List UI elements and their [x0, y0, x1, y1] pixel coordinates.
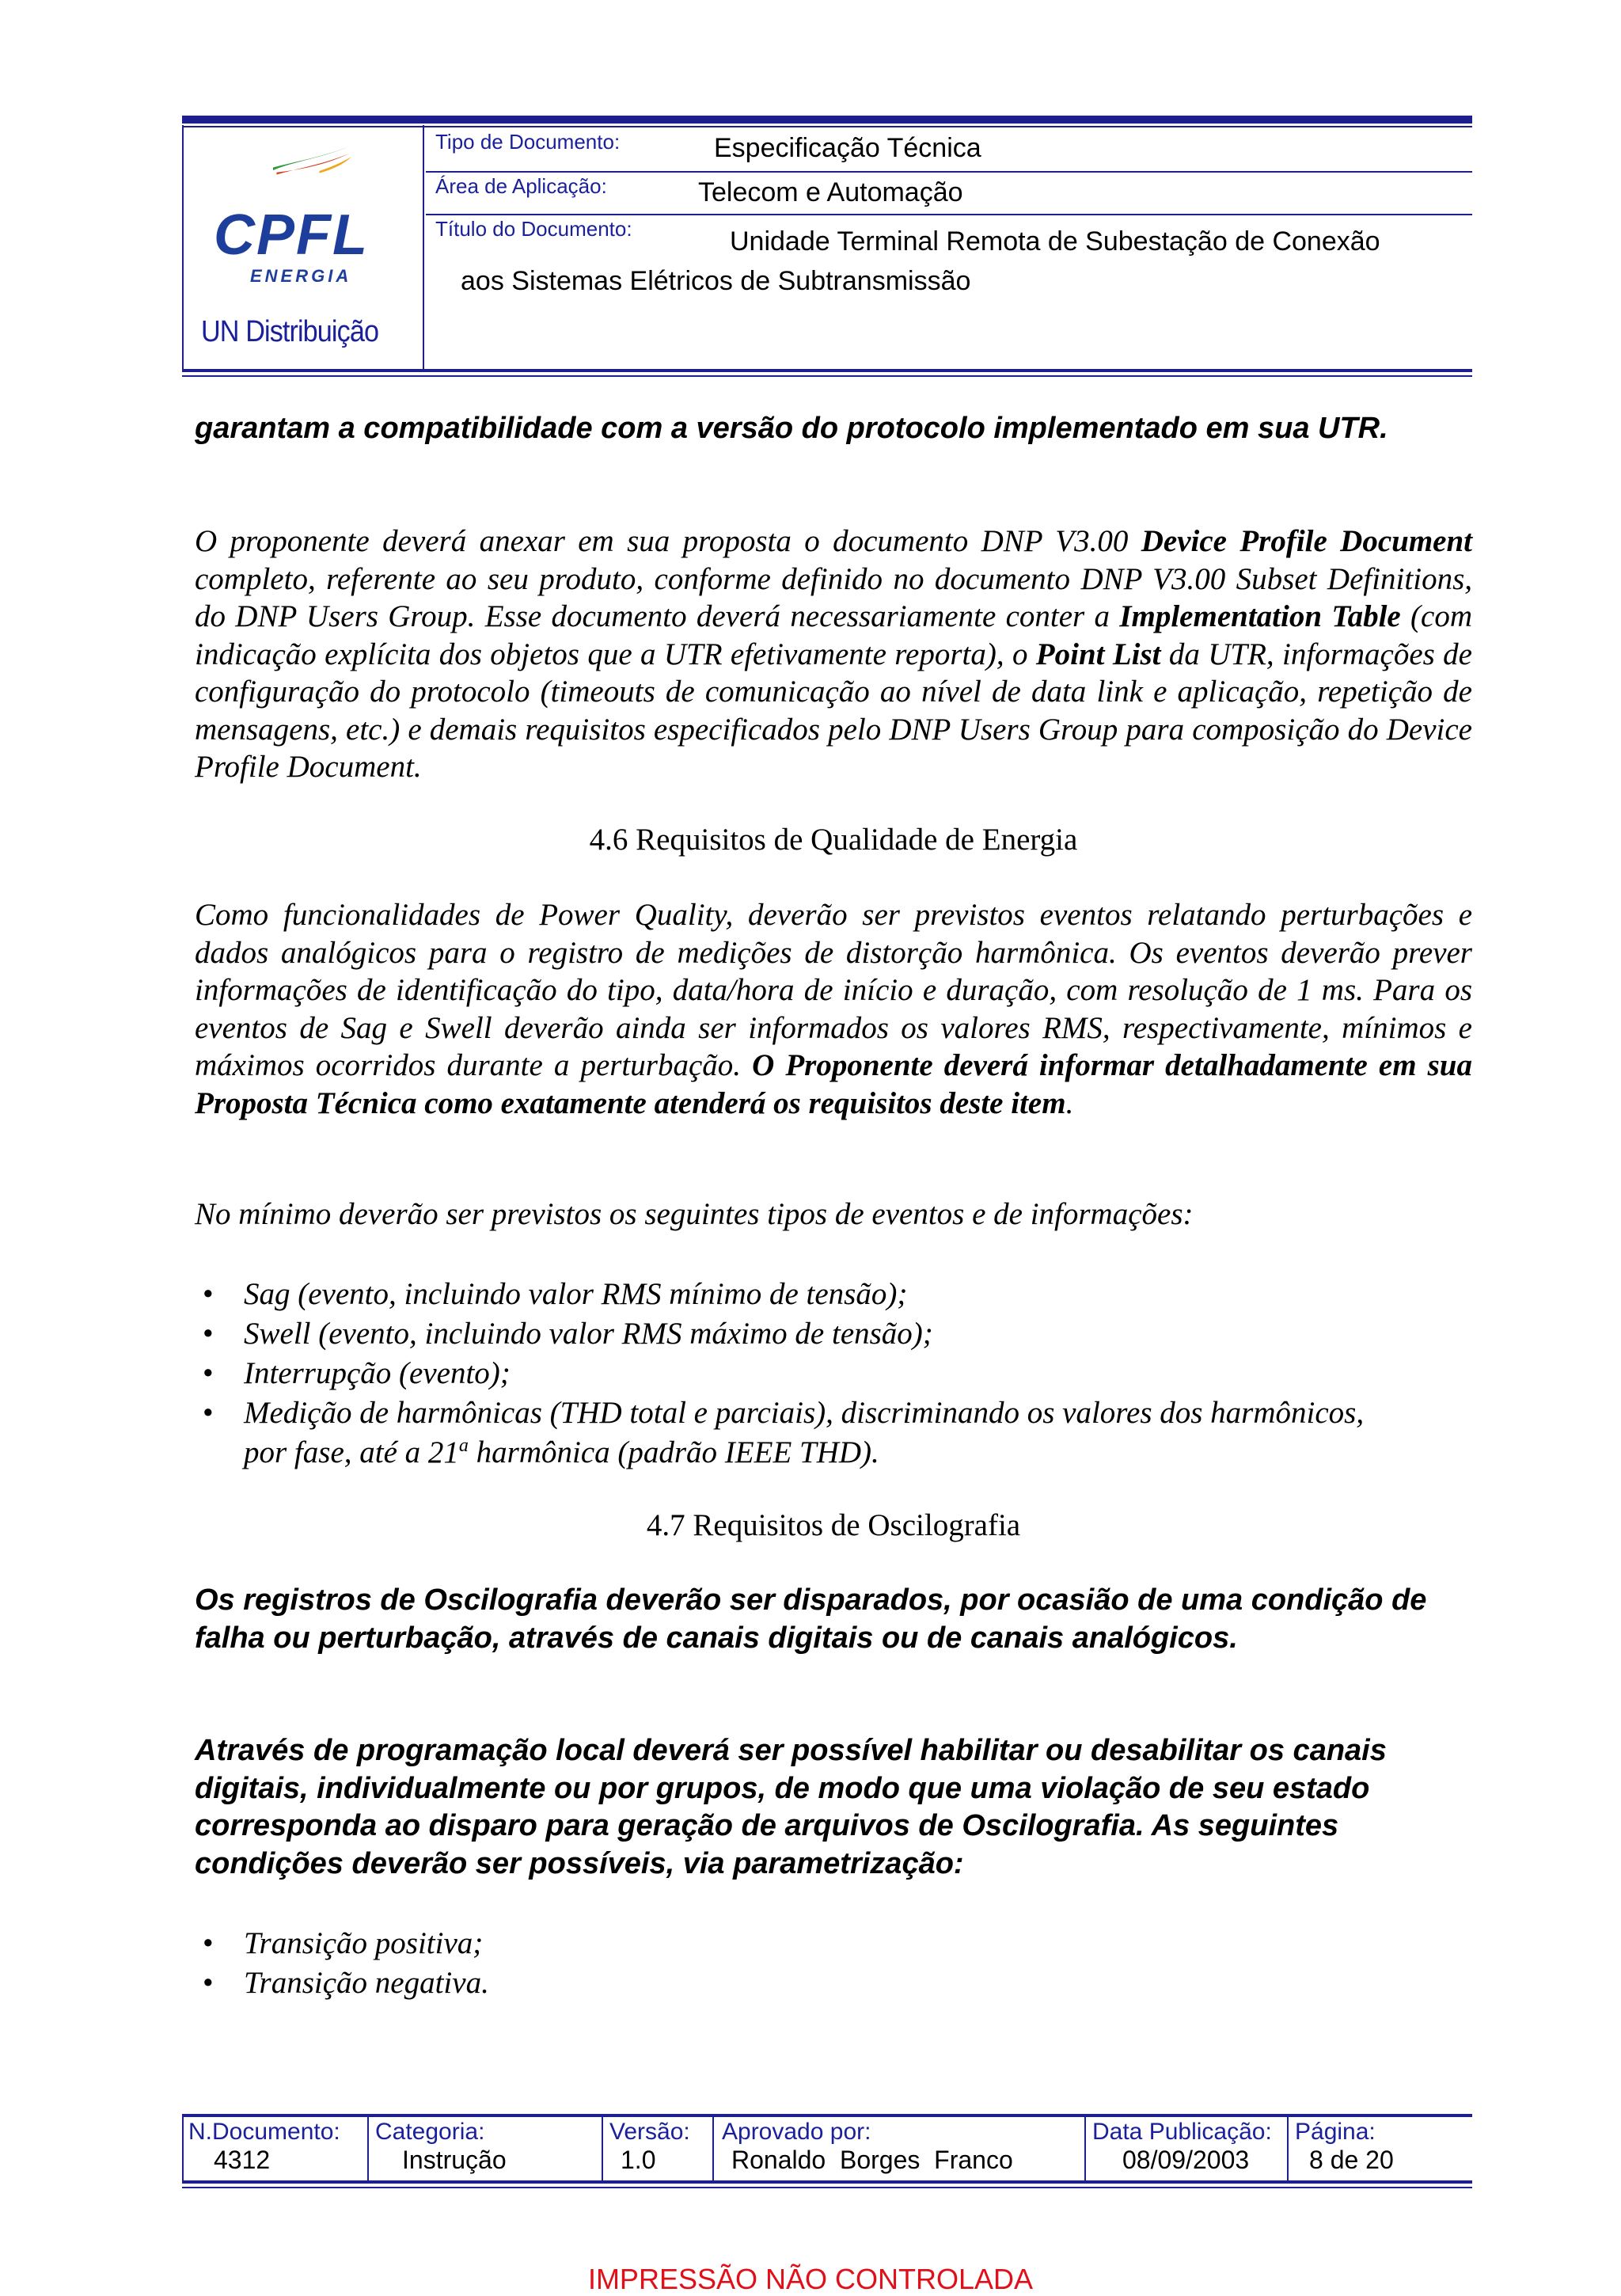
logo-wordmark: CPFL — [214, 203, 369, 267]
application-area-label: Área de Aplicação: — [435, 174, 607, 198]
header-row-rule — [426, 214, 1472, 215]
approved-by-label: Aprovado por: — [722, 2119, 871, 2145]
text-run: completo, referente ao seu produto, conforme definido no documento DNP V3.00 Subset Definitions, do DNP Users Group. Esse documento deverá necessariamente conter a — [195, 561, 1472, 633]
text-run: da UTR, informações de configuração do protocolo (timeouts de comunicação ao nível de data link e aplicação, repetição de mensagens, etc.) e demais requisitos especificados pelo DNP Users Group para composição do Device Profile Document. — [195, 637, 1472, 784]
bullet-icon: • — [203, 1926, 214, 1960]
bullet-icon: • — [203, 1317, 214, 1351]
text-run: harmônica (padrão IEEE THD). — [468, 1435, 879, 1469]
doc-number-label: N.Documento: — [188, 2119, 340, 2145]
text-run-bold: Point List — [1035, 637, 1161, 671]
list-item-text — [244, 1393, 1471, 1473]
bullet-icon: • — [203, 1966, 214, 2000]
text-run-bold: Device Profile Document — [1141, 524, 1473, 558]
text-run-bold: Implementation Table — [1119, 599, 1401, 633]
doc-title-line-2: aos Sistemas Elétricos de Subtransmissão — [461, 266, 971, 296]
text-run-bold: O Proponente deverá informar detalhadamente em sua Proposta Técnica como exatamente atenderá os requisitos deste item — [195, 1048, 1472, 1120]
superscript: a — [458, 1435, 469, 1456]
bullet-icon: • — [203, 1356, 214, 1390]
application-area-value: Telecom e Automação — [698, 177, 963, 207]
footer-divider — [602, 2115, 603, 2180]
paragraph-event-types-intro: No mínimo deverão ser previstos os seguintes tipos de eventos e de informações: — [195, 1197, 1194, 1231]
text-run: Como funcionalidades de Power Quality, deverão ser previstos eventos relatando perturbações e dados analógicos para o registro de medições de distorção harmônica. Os eventos deverão prever informações de identificação do tipo, data/hora de início e duração, com resolução de 1 ms. Para os eventos de Sag e Swell deverão ainda ser informados os valores RMS, respectivamente, mínimos e máximos ocorridos durante a perturbação. — [195, 898, 1472, 1082]
paragraph-digital-channels: Através de programação local deverá ser possível habilitar ou desabilitar os canais digitais, individualmente ou por grupos, de modo que uma violação de seu estado corresponda ao disparo para geração de arquivos de Oscilografia. As seguintes condições deverão ser possíveis, via parametrização: — [195, 1734, 1387, 1880]
footer-divider — [367, 2115, 369, 2180]
version-label: Versão: — [609, 2119, 690, 2145]
category-value: Instrução — [402, 2146, 507, 2174]
header-bottom-rule-thin — [182, 375, 1472, 377]
section-heading-4-7: 4.7 Requisitos de Oscilografia — [646, 1508, 1021, 1542]
footer-divider — [1287, 2115, 1289, 2180]
header-row-rule — [426, 171, 1472, 173]
doc-number-value: 4312 — [214, 2146, 271, 2174]
page-label: Página: — [1295, 2119, 1376, 2145]
doc-title-label: Título do Documento: — [435, 217, 632, 241]
paragraph-device-profile — [195, 523, 1472, 786]
paragraph-power-quality — [195, 896, 1472, 1122]
list-item-text: Swell (evento, incluindo valor RMS máximo de tensão); — [244, 1317, 933, 1351]
doc-type-value: Especificação Técnica — [714, 133, 981, 163]
page-value: 8 de 20 — [1309, 2146, 1394, 2174]
list-item-text: Interrupção (evento); — [244, 1356, 511, 1390]
footer-bottom-rule-thin — [182, 2187, 1472, 2188]
list-item-text: Transição negativa. — [244, 1966, 489, 2000]
category-label: Categoria: — [375, 2119, 485, 2145]
text-run: . — [1065, 1085, 1074, 1120]
header-bottom-rule — [182, 369, 1472, 372]
section-heading-4-6: 4.6 Requisitos de Qualidade de Energia — [589, 823, 1078, 857]
list-item — [195, 1393, 1472, 1473]
footer-divider — [182, 2115, 184, 2180]
text-run: O proponente deverá anexar em sua proposta o documento DNP V3.00 — [195, 524, 1141, 558]
header-top-rule — [182, 116, 1472, 124]
footer-divider — [1084, 2115, 1086, 2180]
uncontrolled-print-stamp: IMPRESSÃO NÃO CONTROLADA — [587, 2263, 1034, 2295]
text-run: (com indicação explícita dos objetos que a UTR efetivamente reporta), o — [195, 599, 1472, 671]
list-item-text: Sag (evento, incluindo valor RMS mínimo de tensão); — [244, 1277, 908, 1311]
document-header — [182, 116, 1472, 380]
paragraph-protocol-compat: garantam a compatibilidade com a versão do protocolo implementado em sua UTR. — [195, 412, 1388, 445]
logo-subtitle: ENERGIA — [250, 266, 352, 286]
doc-type-label: Tipo de Documento: — [435, 130, 621, 154]
business-unit-label: UN Distribuição — [201, 315, 379, 348]
text-run: Medição de harmônicas (THD total e parciais), discriminando os valores dos harmônicos, — [244, 1396, 1365, 1430]
paragraph-oscillography-triggers: Os registros de Oscilografia deverão ser disparados, por ocasião de uma condição de falha ou perturbação, através de canais digitais ou de canais analógicos. — [195, 1583, 1427, 1655]
publication-date-label: Data Publicação: — [1092, 2119, 1272, 2145]
footer-top-rule — [182, 2114, 1472, 2117]
version-value: 1.0 — [621, 2146, 656, 2174]
text-run: por fase, até a 21 — [244, 1435, 459, 1469]
list-item-text: Transição positiva; — [244, 1926, 484, 1960]
bullet-icon: • — [203, 1277, 214, 1311]
footer-bottom-rule — [182, 2180, 1472, 2184]
publication-date-value: 08/09/2003 — [1122, 2146, 1250, 2174]
approved-by-value: Ronaldo Borges Franco — [731, 2146, 1013, 2174]
bullet-icon: • — [203, 1396, 214, 1430]
footer-divider — [712, 2115, 714, 2180]
doc-title-line-1: Unidade Terminal Remota de Subestação de Conexão — [730, 226, 1380, 257]
document-footer — [182, 2114, 1472, 2185]
